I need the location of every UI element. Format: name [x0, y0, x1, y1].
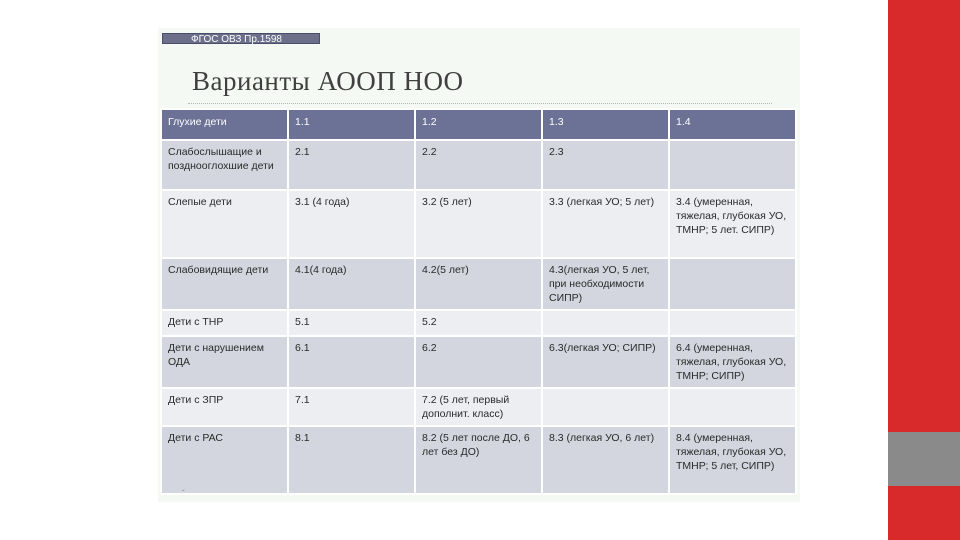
table-cell: 3.4 (умеренная, тяжелая, глубокая УО, ТМНР; 5 лет. СИПР) [669, 190, 796, 258]
table-cell: 3.2 (5 лет) [415, 190, 542, 258]
table-cell: 6.4 (умеренная, тяжелая, глубокая УО, ТМНР; СИПР) [669, 336, 796, 388]
header-label: ФГОС ОВЗ Пр.1598 [162, 33, 320, 44]
header-cell: 1.4 [669, 109, 796, 140]
table-cell: 2.3 [542, 140, 669, 190]
title-divider [188, 103, 772, 104]
table-cell: 5.2 [415, 310, 542, 336]
table-row [161, 426, 796, 494]
table-cell: 6.3(легкая УО; СИПР) [542, 336, 669, 388]
table-cell: 8.2 (5 лет после ДО, 6 лет без ДО) [415, 426, 542, 494]
footer-mark: ˇ [182, 489, 185, 498]
table-row [161, 388, 796, 426]
table-cell: 4.3(легкая УО, 5 лет, при необходимости СИПР) [542, 258, 669, 310]
header-cell: 1.1 [288, 109, 415, 140]
table-cell [669, 388, 796, 426]
table-row [161, 140, 796, 190]
slide-title: Варианты АООП НОО [192, 66, 464, 96]
table-cell: 5.1 [288, 310, 415, 336]
table-cell: Дети с ТНР [161, 310, 288, 336]
table-cell [669, 310, 796, 336]
table-cell: 3.3 (легкая УО; 5 лет) [542, 190, 669, 258]
table-cell: 4.1(4 года) [288, 258, 415, 310]
table-cell: 2.2 [415, 140, 542, 190]
table-cell [669, 258, 796, 310]
table-cell: Слабовидящие дети [161, 258, 288, 310]
table-cell: 6.1 [288, 336, 415, 388]
table-cell: 8.1 [288, 426, 415, 494]
table-cell: Дети с ЗПР [161, 388, 288, 426]
table-cell: 7.1 [288, 388, 415, 426]
table-header-row [161, 109, 796, 140]
table-cell: Дети с РАС [161, 426, 288, 494]
table-cell: 4.2(5 лет) [415, 258, 542, 310]
table-cell: 8.3 (легкая УО, 6 лет) [542, 426, 669, 494]
table-cell: Дети с нарушением ОДА [161, 336, 288, 388]
table-cell: 8.4 (умеренная, тяжелая, глубокая УО, ТМНР; 5 лет, СИПР) [669, 426, 796, 494]
table-row [161, 190, 796, 258]
table-cell: Слабослышащие и позднооглохшие дети [161, 140, 288, 190]
header-cell: 1.2 [415, 109, 542, 140]
decor-gray-bar [888, 432, 960, 486]
table-cell: 7.2 (5 лет, первый дополнит. класс) [415, 388, 542, 426]
table-cell: 6.2 [415, 336, 542, 388]
variants-table [160, 108, 797, 495]
table-cell [669, 140, 796, 190]
table-cell: 3.1 (4 года) [288, 190, 415, 258]
header-cell: 1.3 [542, 109, 669, 140]
header-cell: Глухие дети [161, 109, 288, 140]
table-row [161, 310, 796, 336]
table-cell [542, 388, 669, 426]
table-cell: Слепые дети [161, 190, 288, 258]
table-cell [542, 310, 669, 336]
table-row [161, 336, 796, 388]
table-cell: 2.1 [288, 140, 415, 190]
table-row [161, 258, 796, 310]
